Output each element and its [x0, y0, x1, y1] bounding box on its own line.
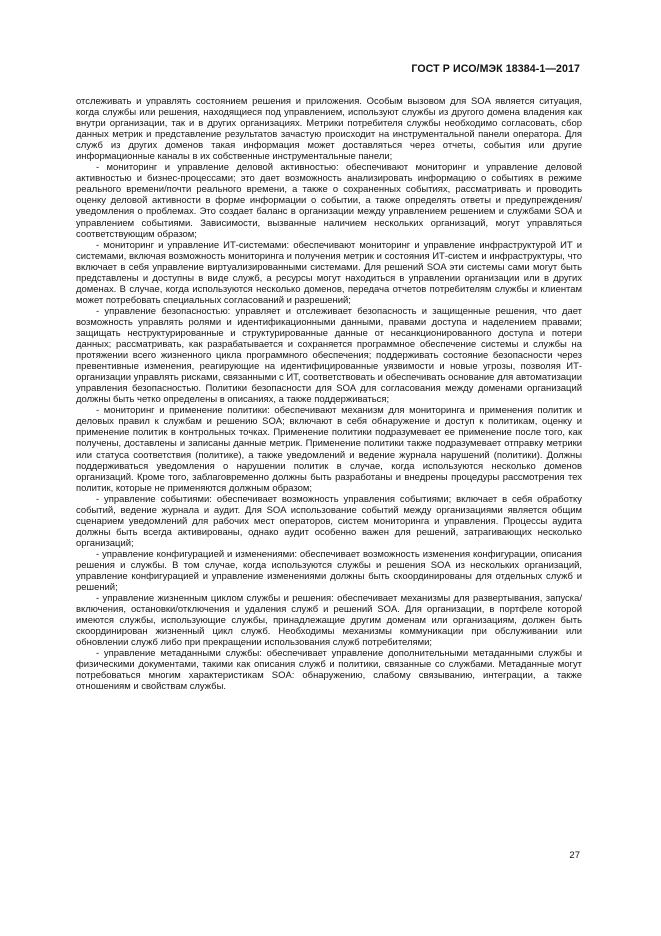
- list-item-policy: - мониторинг и применение политики: обеспечивают механизм для мониторинга и применения политик и деловых правил к службам и решению SOA; включают в себя обнаружение и доступ к политикам, оценку и применение политик в контрольных точках. Применение политики подразумевает ее применение после того, как получены, доставлены и записаны данные метрик. Применение политики также подразумевает отправку метрики или статуса соответствия (политике), а также уведомлений и ведение журнала нарушений (политики). Должны поддерживаться уведомления о нарушении политик в случае, когда используются несколько доменов организаций. Кроме того, заблаговременно должны быть разработаны и внедрены процедуры рассмотрения тех политик, которые не применяются должным образом;: [76, 405, 582, 494]
- list-item-it-systems: - мониторинг и управление ИТ-системами: обеспечивают мониторинг и управление инфраструктурой ИТ и системами, включая возможность мониторинга и получения метрик и состояния ИТ-систем и инфраструктуры, что включает в себя управление виртуализированными системами. Для решений SOA эти системы сами могут быть представлены и доступны в виде служб, а ресурсы могут находиться в управлении организации или в других доменах. В случае, когда используются несколько доменов, передача отчетов потребителям службы и клиентам может потребовать специальных согласований и разрешений;: [76, 239, 582, 306]
- document-body: [76, 96, 582, 693]
- paragraph-continuation: отслеживать и управлять состоянием решения и приложения. Особым вызовом для SOA является ситуация, когда службы или решения, находящиеся под управлением, используют службы из другого домена владения как внутри организации, так и в других организациях. Метрики потребителя службы необходимо согласовать, сбор данных метрик и представление результатов зачастую происходит на инструментальной панели оператора. Для служб из других доменов такая информация может доставляться через отчеты, события или другие информационные каналы в их собственные инструментальные панели;: [76, 96, 582, 163]
- list-item-security: - управление безопасностью: управляет и отслеживает безопасность и защищенные решения, что дает возможность управлять ролями и идентификационными данными, правами доступа и наделением правами; защищать неструктурированные и структурированные данные от несанкционированного доступа и потери данных; рассматривать, как разрабатывается и сохраняется программное обеспечение системы и службы на протяжении всего жизненного цикла программного обеспечения; поддерживать состояние безопасности через превентивные изменения, реагирующие на идентифицированные уязвимости и новые угрозы, позволяя ИТ-организации управлять рисками, связанными с ИТ, соответствовать и обеспечивать основание для автоматизации управления безопасностью. Политики безопасности для SOA для согласования между доменами организаций должны быть четко определены в описаниях, а также поддерживаться;: [76, 305, 582, 406]
- list-item-metadata: - управление метаданными службы: обеспечивает управление дополнительными метаданными службы и физическими документами, такими как описания служб и политики, связанные со службами. Метаданные могут потребоваться многим характеристикам SOA: обнаружению, слабому связыванию, интеграции, а также отношениям и свойствам службы.: [76, 648, 582, 693]
- page-number: 27: [569, 850, 580, 861]
- list-item-configuration: - управление конфигурацией и изменениями: обеспечивает возможность изменения конфигурации, описания решения и службы. В том случае, когда используются службы и решения SOA из нескольких организаций, управление конфигурацией и управление изменениями должны быть скоординированы для отдельных служб и решений;: [76, 548, 582, 594]
- page-header: ГОСТ Р ИСО/МЭК 18384-1—2017: [411, 63, 580, 75]
- list-item-events: - управление событиями: обеспечивает возможность управления событиями; включает в себя обработку событий, ведение журнала и аудит. Для SOA использование событий между организациями является общим сценарием уведомлений для рабочих мест операторов, систем мониторинга и управления. Процессы аудита должны быть всегда активированы, однако аудит особенно важен для решений, затрагивающих несколько организаций;: [76, 493, 582, 549]
- list-item-lifecycle: - управление жизненным циклом службы и решения: обеспечивает механизмы для развертывания, запуска/включения, остановки/отключения и удаления служб и решений SOA. Для организации, в портфеле которой имеются службы, использующие службы, принадлежащие другим доменам или организациям, должен быть скоординирован жизненный цикл служб. Необходимы механизмы коммуникации при обслуживании или обновлении служб либо при прекращении использования служб потребителями;: [76, 593, 582, 649]
- list-item-business-activity: - мониторинг и управление деловой активностью: обеспечивают мониторинг и управление деловой активностью и бизнес-процессами; это дает возможность анализировать информацию о событиях в режиме реального времени/почти реального времени, а также о сохраненных событиях, рассматривать и проводить оценку деловой активности в форме информации о событии, а также определять ответы и предупреждения/уведомления о проблемах. Это создает баланс в организации между управлением решением и службами SOA и управлением событиями. Зависимости, вызванные наличием нескольких организаций, могут управляться соответствующим образом;: [76, 162, 582, 240]
